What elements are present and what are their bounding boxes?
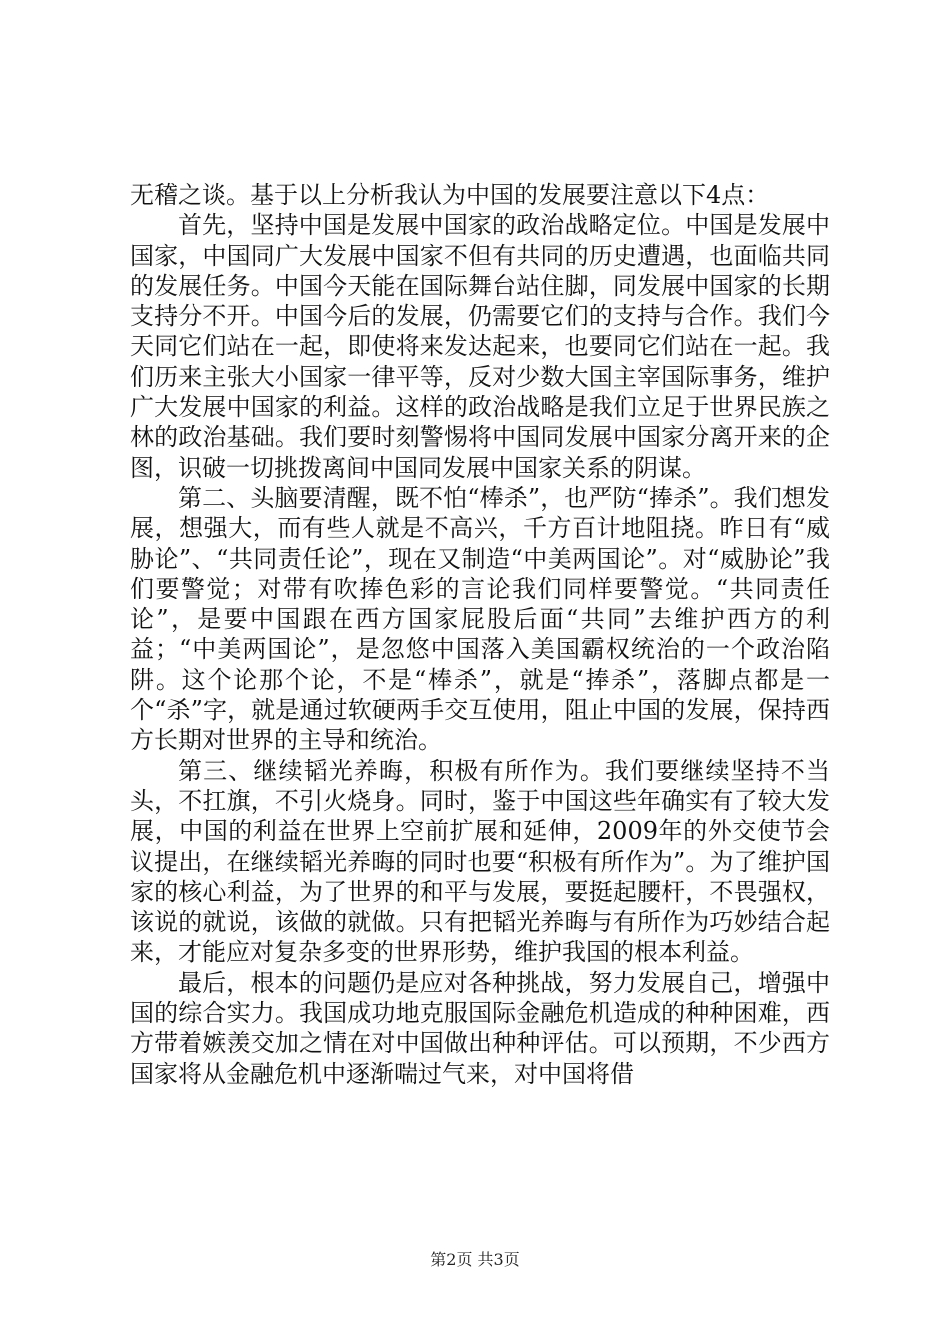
paragraph-first-point: 首先，坚持中国是发展中国家的政治战略定位。中国是发展中国家，中国同广大发展中国家不但有共同的历史遭遇，也面临共同的发展任务。中国今天能在国际舞台站住脚，同发展中国家的长期支持分不开。中国今后的发展，仍需要它们的支持与合作。我们今天同它们站在一起，即使将来发达起来，也要同它们站在一起。我们历来主张大小国家一律平等，反对少数大国主宰国际事务，维护广大发展中国家的利益。这样的政治战略是我们立足于世界民族之林的政治基础。我们要时刻警惕将中国同发展中国家分离开来的企图，识破一切挑拨离间中国同发展中国家关系的阴谋。	[130, 211, 830, 482]
page-footer: 第2页 共3页	[430, 1250, 520, 1269]
paragraph-second-point: 第二、头脑要清醒，既不怕“棒杀”，也严防“捧杀”。我们想发展，想强大，而有些人就是不高兴，千方百计地阻挠。昨日有“威胁论”、“共同责任论”，现在又制造“中美两国论”。对“威胁论”我们要警觉；对带有吹捧色彩的言论我们同样要警觉。“共同责任论”，是要中国跟在西方国家屁股后面“共同”去维护西方的利益；“中美两国论”，是忽悠中国落入美国霸权统治的一个政治陷阱。这个论那个论，不是“棒杀”，就是“捧杀”，落脚点都是一个“杀”字，就是通过软硬两手交互使用，阻止中国的发展，保持西方长期对世界的主导和统治。	[130, 483, 830, 755]
paragraph-continuation: 无稽之谈。基于以上分析我认为中国的发展要注意以下4点：	[130, 181, 770, 209]
paragraph-third-point: 第三、继续韬光养晦，积极有所作为。我们要继续坚持不当头，不扛旗，不引火烧身。同时，鉴于中国这些年确实有了较大发展，中国的利益在世界上空前扩展和延伸，2009年的外交使节会议提出，在继续韬光养晦的同时也要“积极有所作为”。为了维护国家的核心利益，为了世界的和平与发展，要挺起腰杆，不畏强权，该说的就说，该做的就做。只有把韬光养晦与有所作为巧妙结合起来，才能应对复杂多变的世界形势，维护我国的根本利益。	[130, 756, 830, 967]
paragraph-final-point: 最后，根本的问题仍是应对各种挑战，努力发展自己，增强中国的综合实力。我国成功地克服国际金融危机造成的种种困难，西方带着嫉羡交加之情在对中国做出种种评估。可以预期，不少西方国家将从金融危机中逐渐喘过气来，对中国将借	[130, 968, 830, 1088]
document-body	[130, 180, 830, 1089]
